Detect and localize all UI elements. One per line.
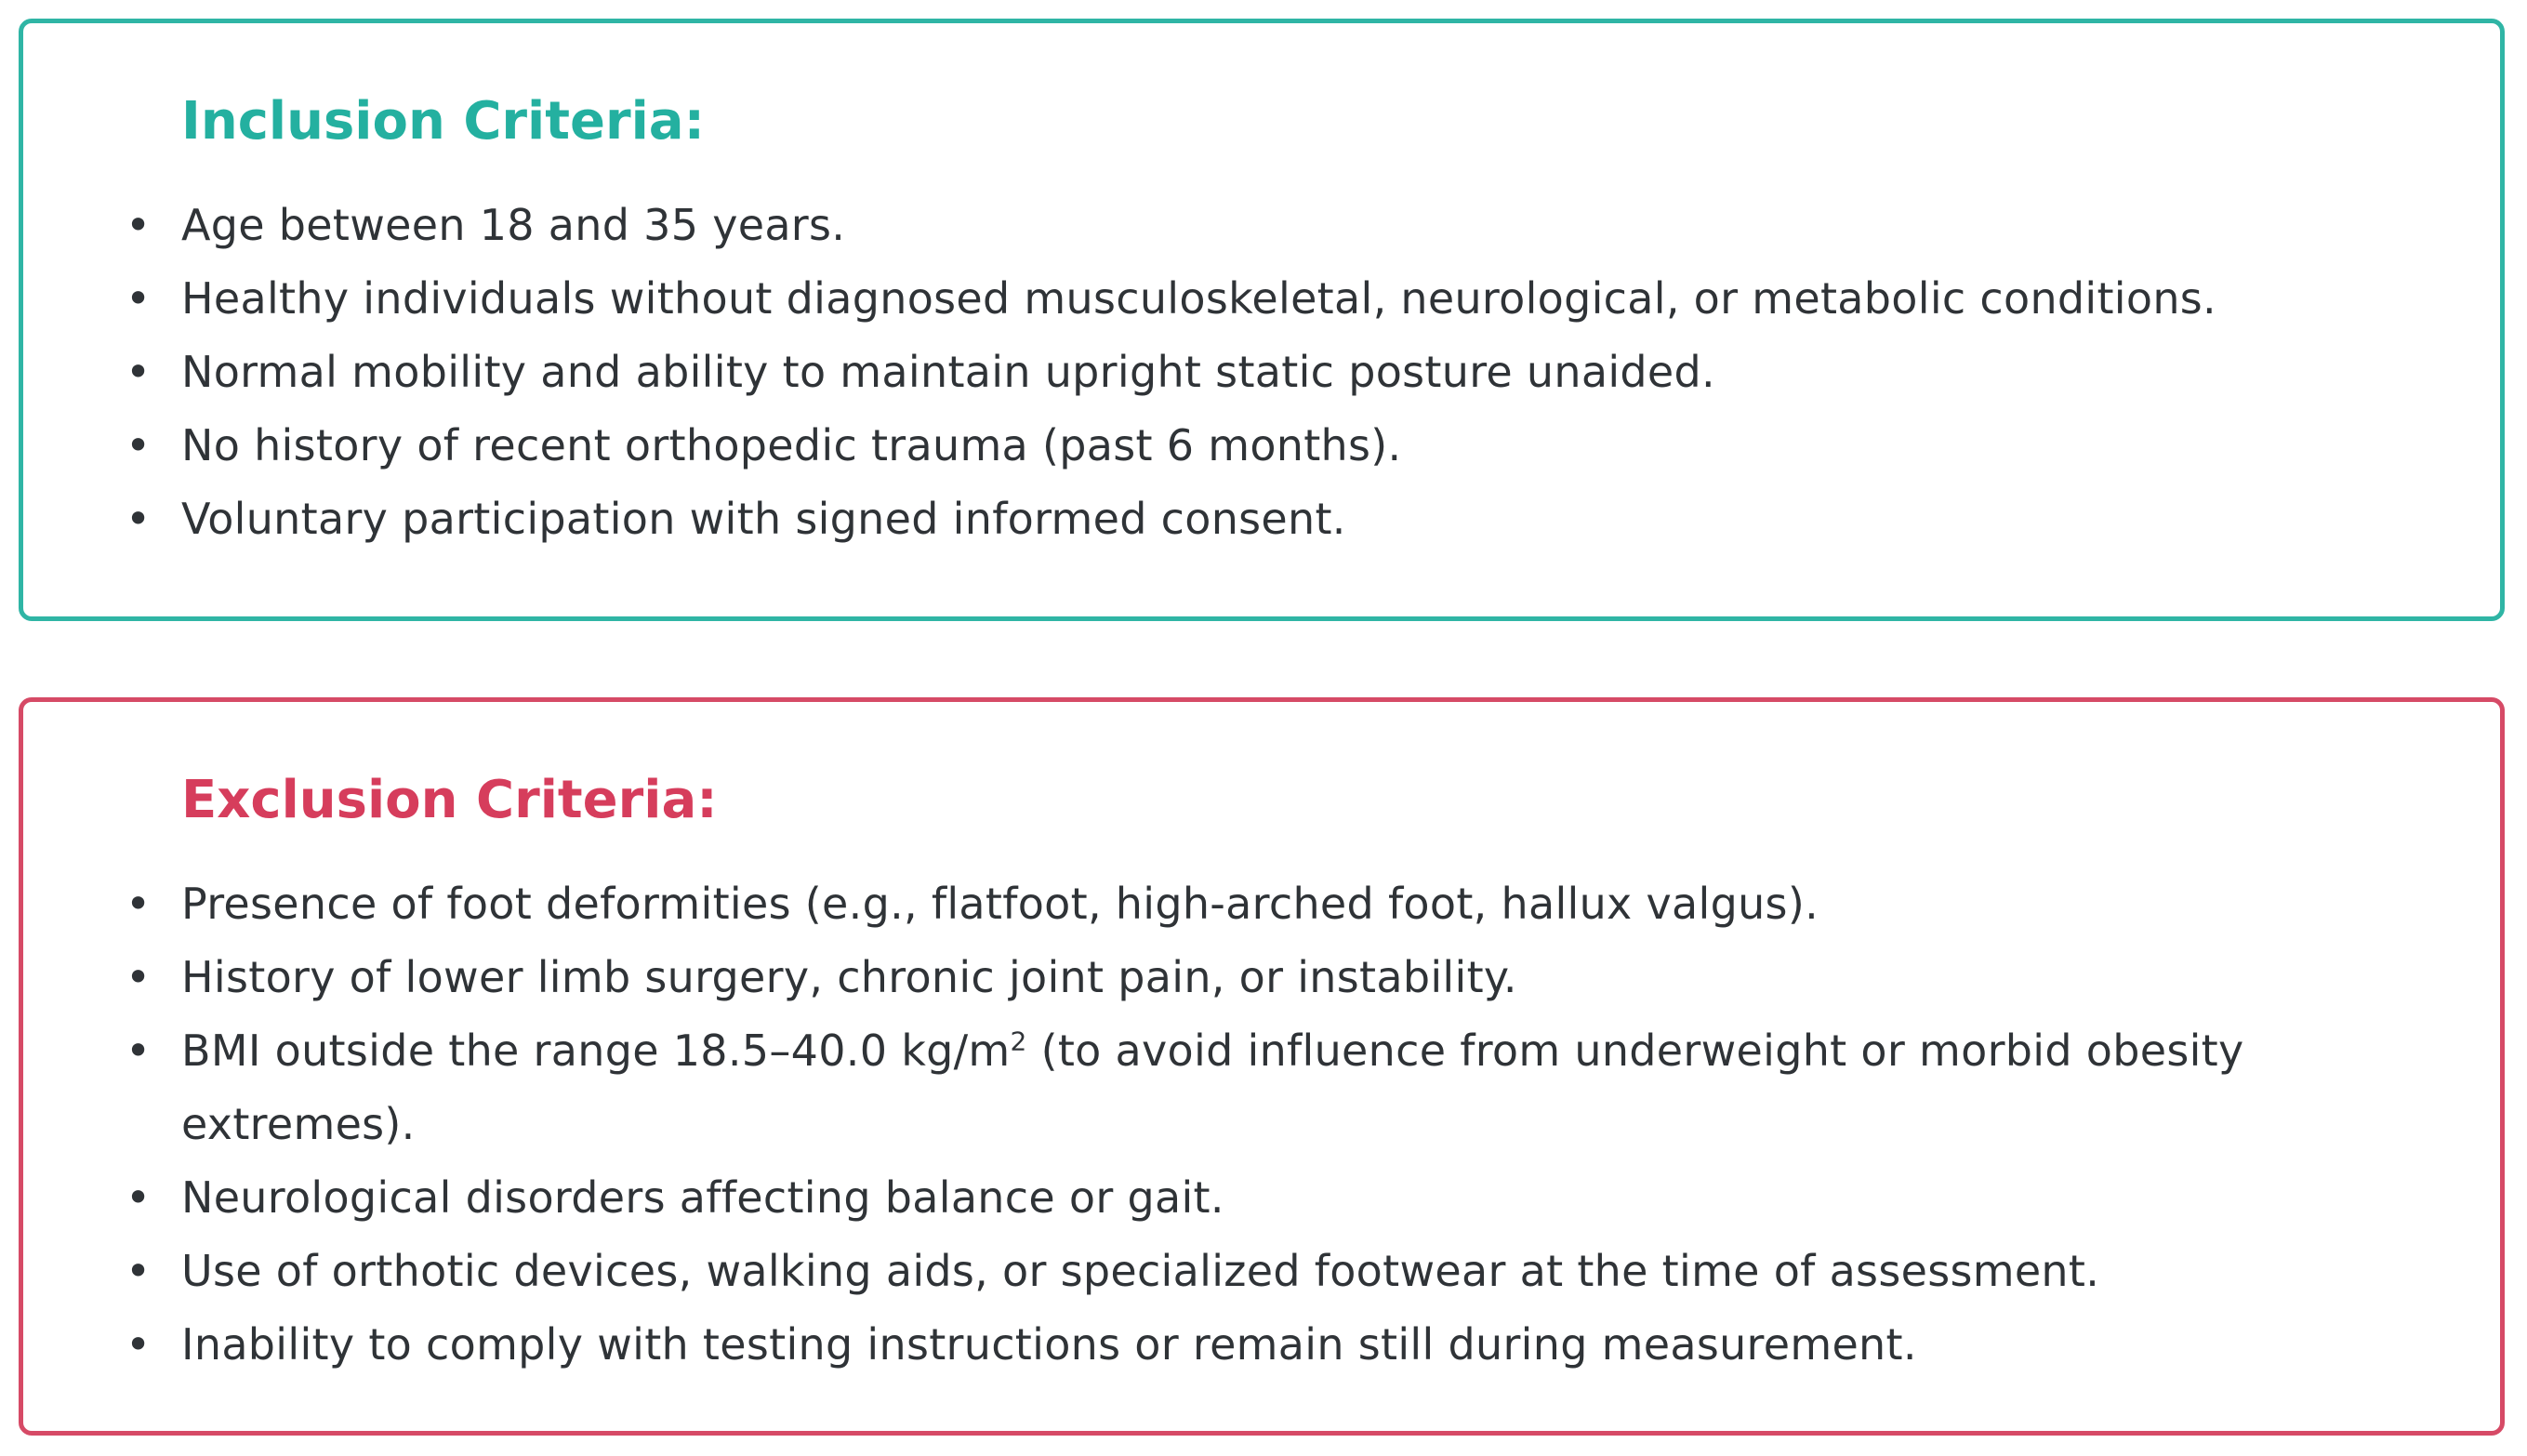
list-item xyxy=(23,483,2500,556)
list-item xyxy=(23,1161,2500,1235)
inclusion-criteria-title: Inclusion Criteria: xyxy=(181,91,705,152)
list-item xyxy=(23,941,2500,1014)
unit-superscript: 2 xyxy=(1010,1026,1027,1057)
bullet-icon: • xyxy=(126,1246,152,1296)
list-item xyxy=(23,1235,2500,1308)
inclusion-criteria-box xyxy=(19,19,2505,621)
criteria-text: Use of orthotic devices, walking aids, or specialized footwear at the time of assessment. xyxy=(181,1246,2100,1296)
list-item xyxy=(23,867,2500,941)
bullet-icon: • xyxy=(126,273,152,324)
bullet-icon: • xyxy=(126,1172,152,1223)
bullet-icon: • xyxy=(126,879,152,929)
list-item xyxy=(23,189,2500,262)
criteria-text: Age between 18 and 35 years. xyxy=(181,200,846,250)
exclusion-criteria-list xyxy=(23,867,2500,1382)
inclusion-criteria-list xyxy=(23,189,2500,556)
criteria-text: Presence of foot deformities (e.g., flatfoot, high-arched foot, hallux valgus). xyxy=(181,879,1819,929)
list-item xyxy=(23,1308,2500,1382)
bullet-icon: • xyxy=(126,952,152,1002)
exclusion-criteria-title: Exclusion Criteria: xyxy=(181,770,718,830)
criteria-text: History of lower limb surgery, chronic joint pain, or instability. xyxy=(181,952,1517,1002)
criteria-text-continued: (to avoid influence from underweight or morbid obesity extremes). xyxy=(181,1026,2244,1149)
criteria-text: No history of recent orthopedic trauma (past 6 months). xyxy=(181,420,1402,470)
bullet-icon: • xyxy=(126,420,152,470)
criteria-text: Voluntary participation with signed informed consent. xyxy=(181,494,1346,544)
criteria-text: Normal mobility and ability to maintain upright static posture unaided. xyxy=(181,347,1715,397)
list-item xyxy=(23,336,2500,409)
list-item xyxy=(23,409,2500,483)
exclusion-criteria-box xyxy=(19,697,2505,1436)
bullet-icon: • xyxy=(126,1026,152,1076)
criteria-text: Neurological disorders affecting balance or gait. xyxy=(181,1172,1224,1223)
bullet-icon: • xyxy=(126,200,152,250)
bullet-icon: • xyxy=(126,494,152,544)
criteria-text: Inability to comply with testing instructions or remain still during measurement. xyxy=(181,1319,1917,1370)
bullet-icon: • xyxy=(126,347,152,397)
bullet-icon: • xyxy=(126,1319,152,1370)
list-item xyxy=(23,262,2500,336)
list-item xyxy=(23,1014,2500,1161)
criteria-text: Healthy individuals without diagnosed musculoskeletal, neurological, or metabolic conditions. xyxy=(181,273,2216,324)
criteria-text: BMI outside the range 18.5–40.0 kg/m xyxy=(181,1026,1011,1076)
